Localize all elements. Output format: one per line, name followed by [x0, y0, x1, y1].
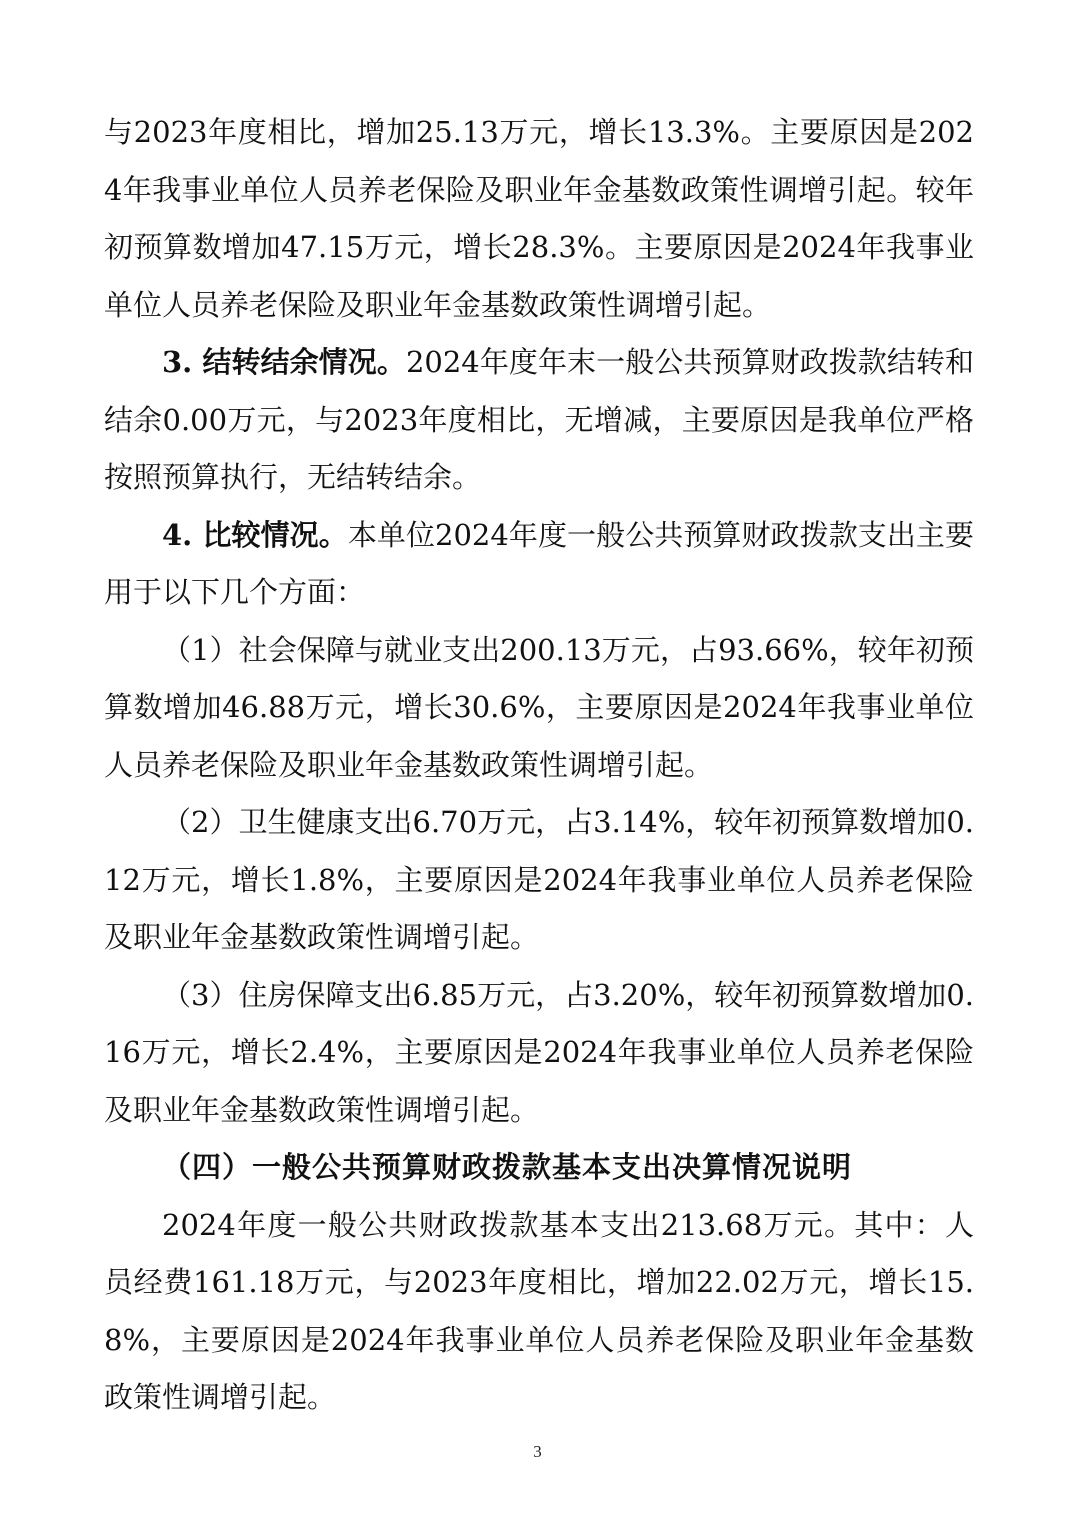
- paragraph-continuation: [104, 104, 974, 334]
- paragraph-text: 2024年度年末一般公共预算财政拨款结转和结余0.00万元，与2023年度相比，无增减，主要原因是我单位严格按照预算执行，无结转结余。: [104, 345, 974, 494]
- paragraph-carryover-balance: [104, 334, 974, 507]
- paragraph-text: （2）卫生健康支出6.70万元，占3.14%，较年初预算数增加0.12万元，增长1.8%，主要原因是2024年我事业单位人员养老保险及职业年金基数政策性调增引起。: [104, 805, 974, 954]
- paragraph-text: 本单位2024年度一般公共预算财政拨款支出主要用于以下几个方面：: [104, 517, 974, 609]
- section-heading: （四）一般公共预算财政拨款基本支出决算情况说明: [162, 1150, 853, 1184]
- paragraph-item-social-security: [104, 622, 974, 795]
- paragraph-item-health: [104, 794, 974, 967]
- document-body: [104, 104, 974, 1427]
- paragraph-basic-expenditure: [104, 1197, 974, 1427]
- page-number: 3: [533, 1442, 542, 1461]
- paragraph-lead: 4. 比较情况。: [162, 517, 348, 552]
- paragraph-text: 与2023年度相比，增加25.13万元，增长13.3%。主要原因是2024年我事业单位人员养老保险及职业年金基数政策性调增引起。较年初预算数增加47.15万元，增长28.3%。主要原因是2024年我事业单位人员养老保险及职业年金基数政策性调增引起。: [104, 115, 974, 322]
- paragraph-comparison: [104, 507, 974, 622]
- paragraph-item-housing: [104, 967, 974, 1140]
- paragraph-lead: 3. 结转结余情况。: [162, 345, 406, 379]
- paragraph-text: （3）住房保障支出6.85万元，占3.20%，较年初预算数增加0.16万元，增长2.4%，主要原因是2024年我事业单位人员养老保险及职业年金基数政策性调增引起。: [104, 977, 974, 1127]
- paragraph-text: 2024年度一般公共财政拨款基本支出213.68万元。其中：人员经费161.18万元，与2023年度相比，增加22.02万元，增长15.8%，主要原因是2024年我事业单位人员养老保险及职业年金基数政策性调增引起。: [104, 1207, 974, 1414]
- paragraph-text: （1）社会保障与就业支出200.13万元，占93.66%，较年初预算数增加46.88万元，增长30.6%，主要原因是2024年我事业单位人员养老保险及职业年金基数政策性调增引起。: [104, 632, 974, 782]
